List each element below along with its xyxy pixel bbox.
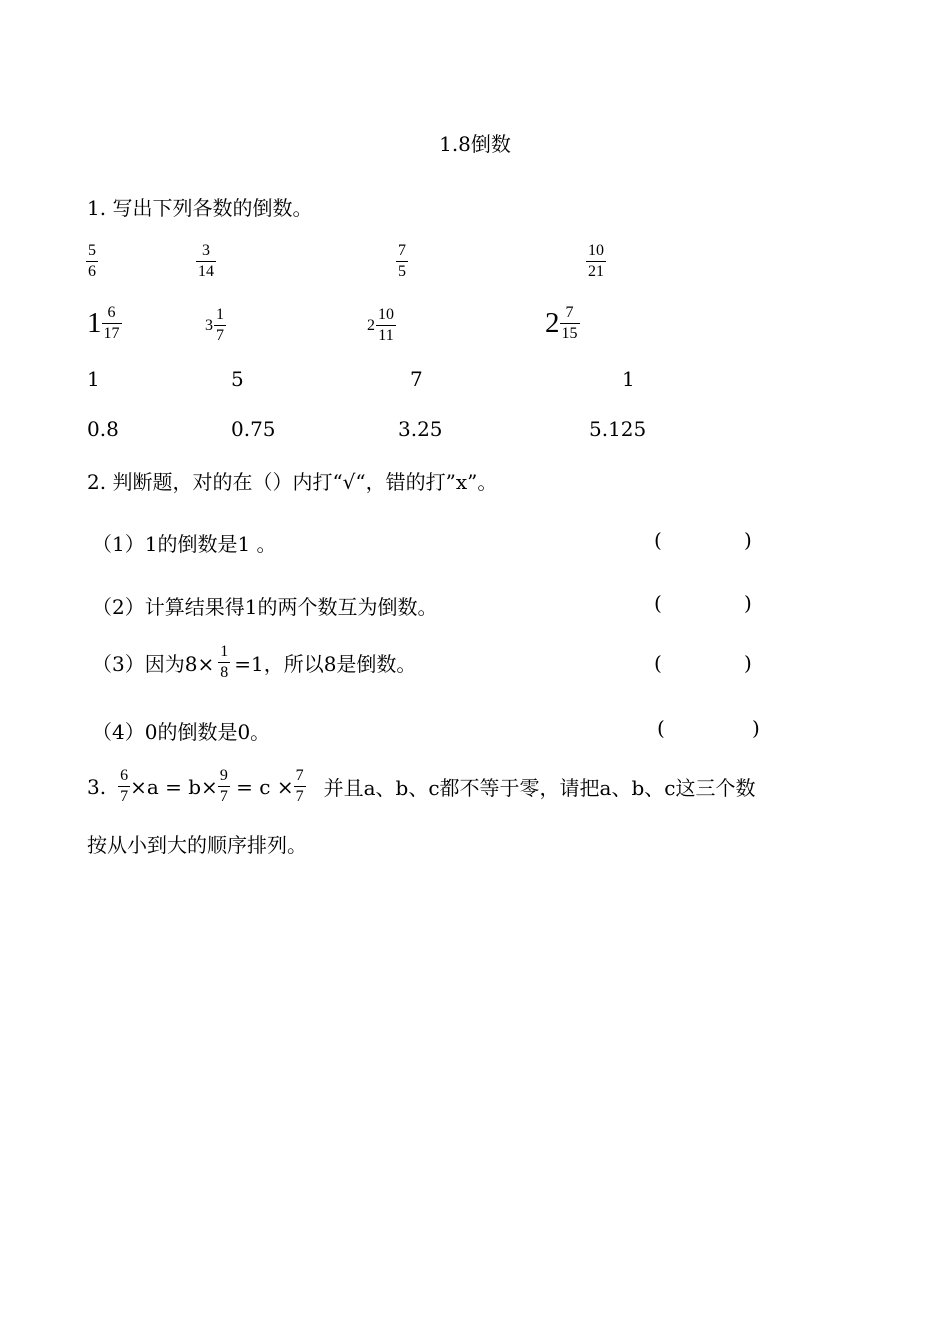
- answer-paren-close-4[interactable]: ): [752, 716, 760, 740]
- answer-paren-close-1[interactable]: ): [744, 528, 752, 552]
- fraction: $\frac{7}{7}$: [295, 767, 304, 805]
- q1-row3-item-2: 5: [231, 367, 244, 391]
- answer-paren-open-2[interactable]: (: [654, 591, 662, 615]
- q1-row3-item-3: 7: [410, 367, 423, 391]
- question-3-label: 3.: [87, 774, 107, 799]
- fraction: $\frac{3}{14}$: [198, 242, 214, 280]
- q1-row3-item-4: 1: [622, 367, 635, 391]
- question-3-line-1: 3. $\frac{6}{7}$ ×a = b× $\frac{9}{7}$ = c × $\frac{7}{7}$ 并且a、b、c都不等于零，请把a、b、c这三个数: [87, 767, 756, 805]
- question-2-heading: 2. 判断题，对的在（）内打“√“，错的打”x”。: [87, 470, 498, 494]
- q2-item-2: （2）计算结果得1的两个数互为倒数。: [92, 595, 438, 619]
- q1-row2-item-4: 2 $\frac{7}{15}$: [545, 304, 578, 342]
- answer-paren-close-3[interactable]: ): [744, 651, 752, 675]
- q1-row4-item-1: 0.8: [87, 417, 119, 441]
- q1-row4-item-3: 3.25: [398, 417, 443, 441]
- q1-row3-item-1: 1: [87, 367, 100, 391]
- page-title: 1.8倒数: [439, 132, 511, 156]
- fraction: $\frac{6}{7}$: [120, 767, 129, 805]
- q2-item-3: （3）因为8× $\frac{1}{8}$ =1，所以8是倒数。: [92, 643, 417, 681]
- q1-row4-item-4: 5.125: [589, 417, 647, 441]
- q1-row1-item-4: [586, 243, 606, 280]
- q2-item-1: （1）1的倒数是1 。: [92, 532, 277, 556]
- q1-row1-item-3: [396, 243, 408, 280]
- answer-paren-close-2[interactable]: ): [744, 591, 752, 615]
- question-1-heading: 1. 写出下列各数的倒数。: [87, 196, 313, 220]
- answer-paren-open-3[interactable]: (: [654, 651, 662, 675]
- fraction: $\frac{10}{21}$: [588, 242, 604, 280]
- q2-item-4: （4）0的倒数是0。: [92, 720, 271, 744]
- fraction: $\frac{5}{6}$: [88, 242, 96, 280]
- answer-paren-open-4[interactable]: (: [657, 716, 665, 740]
- fraction: $\frac{1}{8}$: [220, 643, 229, 681]
- answer-paren-open-1[interactable]: (: [654, 528, 662, 552]
- fraction: $\frac{9}{7}$: [219, 767, 228, 805]
- q1-row2-item-1: 1 $\frac{6}{17}$: [87, 304, 120, 342]
- q1-row2-item-3: 2 $\frac{10}{11}$: [367, 306, 394, 344]
- q1-row1-item-2: [196, 243, 216, 280]
- q1-row1-item-1: [86, 243, 98, 280]
- q1-row4-item-2: 0.75: [231, 417, 276, 441]
- fraction: $\frac{7}{5}$: [398, 242, 406, 280]
- question-3-line-2: 按从小到大的顺序排列。: [87, 833, 307, 857]
- q1-row2-item-2: 3 $\frac{1}{7}$: [205, 306, 224, 344]
